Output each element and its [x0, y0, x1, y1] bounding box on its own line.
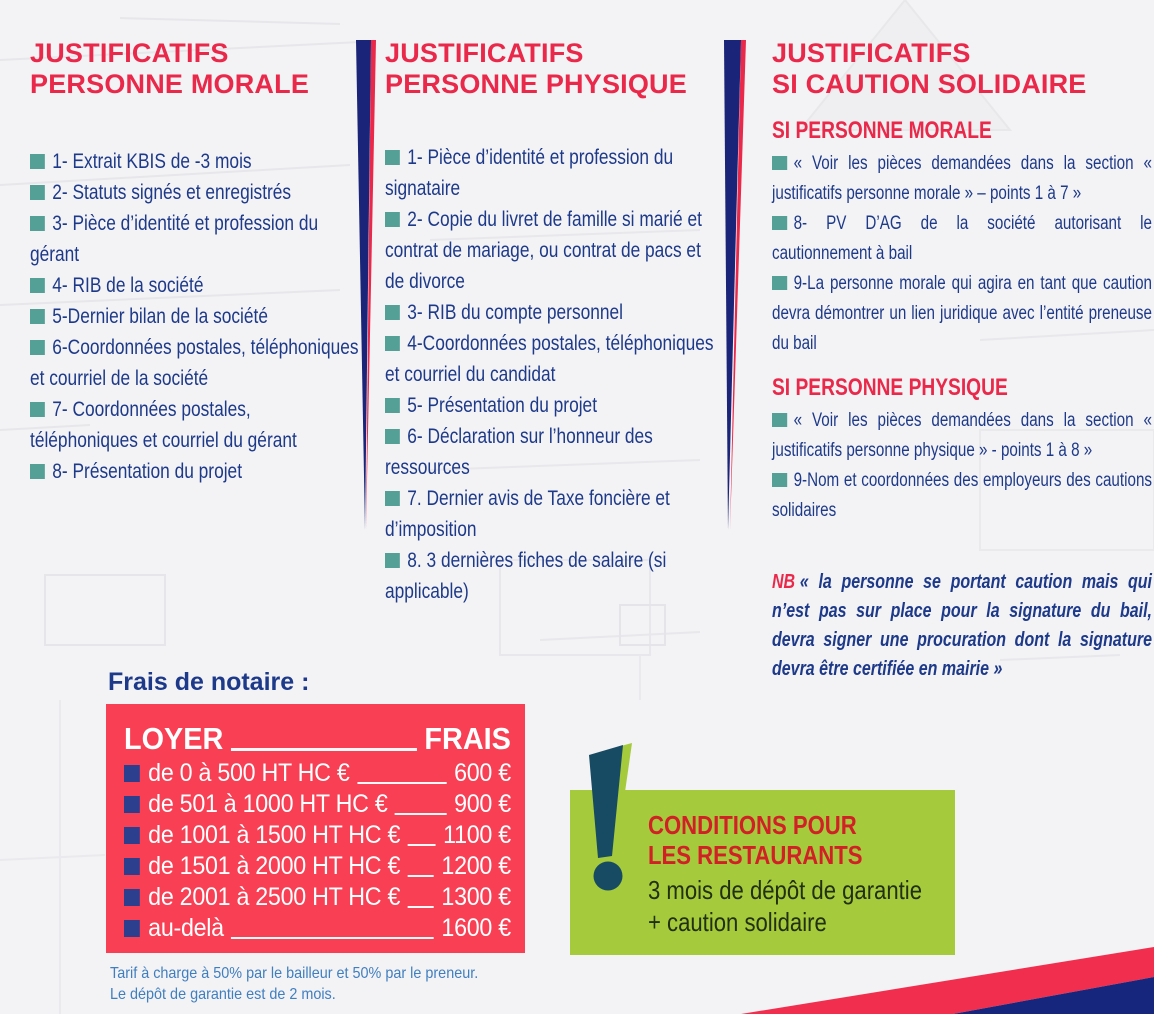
underscore-filler: [408, 844, 436, 846]
list-item: [30, 270, 360, 301]
fee-table-row: [124, 789, 511, 820]
bullet-square-icon: [385, 429, 400, 444]
column-title-line: SI CAUTION SOLIDAIRE: [772, 69, 1087, 99]
bullet-square-icon: [30, 309, 45, 324]
notary-fees-title: Frais de notaire :: [108, 668, 310, 696]
bullet-square-icon: [30, 216, 45, 231]
fee-table-row: [124, 758, 511, 789]
list-item: [30, 456, 360, 487]
bullet-square-icon: [385, 553, 400, 568]
underscore-filler: [231, 748, 417, 751]
bullet-square-icon: [385, 491, 400, 506]
list-item-text: 1- Pièce d’identité et profession du signataire: [385, 146, 674, 200]
column-title: [772, 38, 1154, 100]
list-item: [30, 301, 360, 332]
bullet-square-icon: [30, 185, 45, 200]
underscore-filler: [231, 937, 434, 939]
bullet-square-icon: [772, 276, 787, 290]
list-item: [772, 466, 1152, 526]
bullet-square-icon: [772, 156, 787, 170]
bullet-square-icon: [385, 150, 400, 165]
list-item: [30, 177, 360, 208]
column-title-line: JUSTIFICATIFS: [772, 38, 971, 68]
list-item-text: 8- Présentation du projet: [52, 460, 243, 483]
bullet-square-icon: [385, 336, 400, 351]
nb-label: NB: [772, 571, 796, 593]
list-item: [385, 483, 715, 545]
fee-table-row: [124, 851, 511, 882]
list-item-text: 7- Coordonnées postales, téléphoniques et courriel du gérant: [30, 398, 297, 452]
underscore-filler: [408, 906, 434, 908]
fee-table-row: [124, 913, 511, 944]
document-list: [772, 406, 1152, 526]
bullet-square-icon: [124, 827, 140, 844]
list-item: [772, 209, 1152, 269]
list-item-text: 4- RIB de la société: [52, 274, 204, 297]
list-item: [30, 146, 360, 177]
document-list: [772, 149, 1152, 359]
fee-range-label: de 2001 à 2500 HT HC €: [148, 883, 401, 911]
fee-price: 900 €: [454, 790, 511, 818]
fee-range-label: de 0 à 500 HT HC €: [148, 759, 350, 787]
list-item-text: 2- Copie du livret de famille si marié et contrat de mariage, ou contrat de pacs et de divorce: [385, 208, 702, 293]
bullet-square-icon: [124, 765, 140, 782]
document-list: [30, 146, 360, 487]
callout-title-line: LES RESTAURANTS: [648, 840, 863, 870]
fee-range-label: de 1501 à 2000 HT HC €: [148, 852, 401, 880]
list-item-text: 9-La personne morale qui agira en tant que caution devra démontrer un lien juridique avec l’entité preneuse du bail: [772, 273, 1152, 354]
list-item: [30, 394, 360, 456]
fee-table-row: [124, 820, 511, 851]
footnote-line: Le dépôt de garantie est de 2 mois.: [110, 986, 336, 1003]
list-item-text: 3- RIB du compte personnel: [407, 301, 623, 324]
list-item-text: 6-Coordonnées postales, téléphoniques et courriel de la société: [30, 336, 359, 390]
callout-title: [648, 810, 941, 870]
fee-price: 1600 €: [441, 914, 511, 942]
list-item: [385, 545, 715, 607]
list-item: [772, 149, 1152, 209]
bullet-square-icon: [124, 858, 140, 875]
bullet-square-icon: [385, 212, 400, 227]
nb-note: [772, 568, 1152, 684]
bullet-square-icon: [30, 154, 45, 169]
list-item: [385, 204, 715, 297]
subsection-title-personne-physique: SI PERSONNE PHYSIQUE: [772, 374, 1008, 401]
list-item: [30, 332, 360, 394]
column-personne-physique: [385, 38, 725, 607]
underscore-filler: [395, 813, 447, 815]
fee-range-label: de 1001 à 1500 HT HC €: [148, 821, 401, 849]
column-personne-morale: [30, 38, 370, 487]
list-item-text: 6- Déclaration sur l’honneur des ressources: [385, 425, 653, 479]
column-title: [385, 38, 725, 100]
fee-table-header: [124, 720, 511, 758]
list-item-text: « Voir les pièces demandées dans la section « justificatifs personne physique » - points 1 à 8 »: [772, 410, 1152, 461]
bullet-square-icon: [30, 464, 45, 479]
bullet-square-icon: [124, 920, 140, 937]
underscore-filler: [408, 875, 434, 877]
list-item-text: 9-Nom et coordonnées des employeurs des cautions solidaires: [772, 470, 1152, 521]
bullet-square-icon: [124, 796, 140, 813]
exclamation-icon: [575, 742, 645, 902]
underscore-filler: [357, 782, 447, 784]
column-title-line: JUSTIFICATIFS: [385, 38, 584, 68]
column-title-line: JUSTIFICATIFS: [30, 38, 229, 68]
list-item-text: 4-Coordonnées postales, téléphoniques et courriel du candidat: [385, 332, 714, 386]
column-title-line: PERSONNE PHYSIQUE: [385, 69, 687, 99]
list-item-text: 3- Pièce d’identité et profession du gérant: [30, 212, 319, 266]
list-item: [772, 269, 1152, 359]
callout-body-line: 3 mois de dépôt de garantie: [648, 875, 922, 905]
bullet-square-icon: [772, 413, 787, 427]
fee-table-row: [124, 882, 511, 913]
bullet-square-icon: [124, 889, 140, 906]
list-item-text: 2- Statuts signés et enregistrés: [52, 181, 292, 204]
list-item-text: 8- PV D’AG de la société autorisant le cautionnement à bail: [772, 213, 1152, 264]
list-item: [385, 297, 715, 328]
footnote-line: Tarif à charge à 50% par le bailleur et 50% par le preneur.: [110, 965, 479, 982]
bullet-square-icon: [772, 473, 787, 487]
list-item-text: 5- Présentation du projet: [407, 394, 598, 417]
list-item: [30, 208, 360, 270]
callout-title-line: CONDITIONS POUR: [648, 810, 857, 840]
fee-header-loyer: LOYER: [124, 721, 224, 756]
fee-range-label: de 501 à 1000 HT HC €: [148, 790, 388, 818]
fee-price: 600 €: [454, 759, 511, 787]
callout-body-line: + caution solidaire: [648, 907, 827, 937]
nb-text: « la personne se portant caution mais qui n’est pas sur place pour la signature du bail, devra signer une procuration dont la signature devra être certifiée en mairie »: [772, 571, 1152, 680]
list-item-text: « Voir les pièces demandées dans la section « justificatifs personne morale » – points 1 à 7 »: [772, 153, 1152, 204]
fee-range-label: au-delà: [148, 914, 224, 942]
fee-header-frais: FRAIS: [424, 721, 511, 756]
table-footnote: [110, 963, 580, 1005]
column-caution-solidaire: [772, 38, 1154, 684]
bullet-square-icon: [385, 305, 400, 320]
fee-price: 1100 €: [443, 821, 511, 849]
list-item: [385, 421, 715, 483]
list-item: [385, 390, 715, 421]
fee-price: 1300 €: [441, 883, 511, 911]
bullet-square-icon: [772, 216, 787, 230]
list-item: [772, 406, 1152, 466]
list-item-text: 5-Dernier bilan de la société: [52, 305, 268, 328]
column-title: [30, 38, 370, 100]
corner-stripes-decoration: [700, 890, 1154, 1014]
list-item: [385, 142, 715, 204]
list-item-text: 1- Extrait KBIS de -3 mois: [52, 150, 252, 173]
list-item-text: 7. Dernier avis de Taxe foncière et d’imposition: [385, 487, 670, 541]
bullet-square-icon: [30, 278, 45, 293]
notary-fees-table: [106, 704, 525, 953]
document-list: [385, 142, 715, 607]
bullet-square-icon: [30, 402, 45, 417]
fee-price: 1200 €: [441, 852, 511, 880]
list-item-text: 8. 3 dernières fiches de salaire (si applicable): [385, 549, 667, 603]
fee-table-rows: [124, 758, 511, 944]
bullet-square-icon: [385, 398, 400, 413]
list-item: [385, 328, 715, 390]
bullet-square-icon: [30, 340, 45, 355]
column-title-line: PERSONNE MORALE: [30, 69, 310, 99]
subsection-title-personne-morale: SI PERSONNE MORALE: [772, 117, 992, 144]
